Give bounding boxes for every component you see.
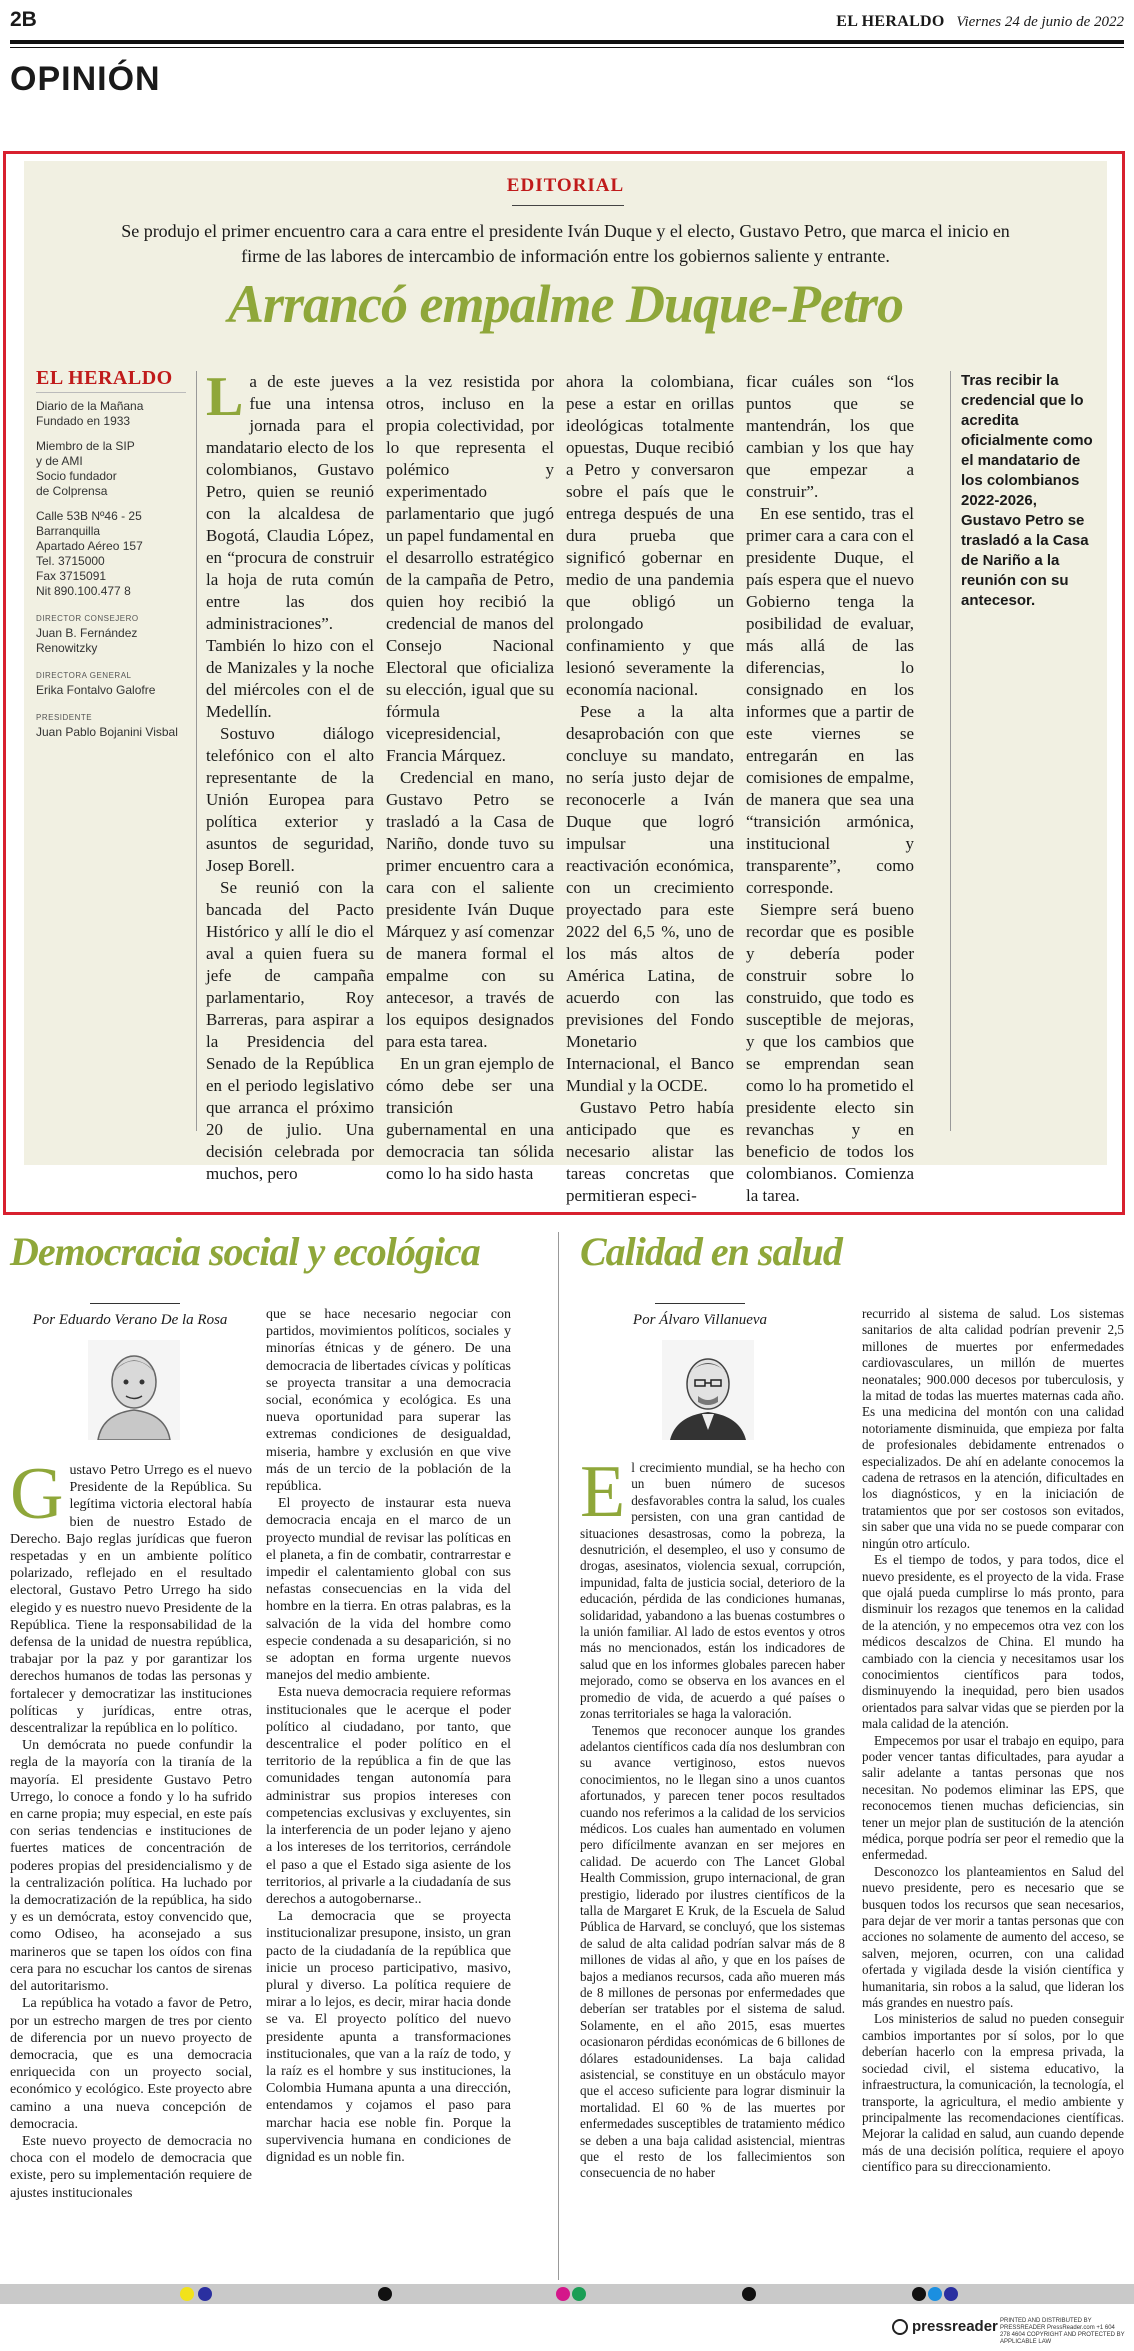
registration-mark [944, 2287, 958, 2301]
opinion-paragraph: Desconozco los planteamientos en Salud del nuevo presidente, pero es necesario que se busquen todos los recursos que sean necesarios, para dejar de ver morir a tantas personas que con acciones no solamente de aumento del acceso, se salven, mejoren, ocurren, con una calidad ofertada y vigilada desde la visión científica y humanitaria, sin robos a la salud, que lideran los más grandes en nuestro país. [862, 1863, 1124, 2011]
opinion-paragraph: Los ministerios de salud no pueden conseguir cambios importantes por sí solos, por lo que deberían hacerlo con la empresa privada, la sociedad civil, el sistema educativo, la infraestructura, la comunicación, la tecnología, el transporte, la agricultura, el medio ambiente y principalmente las recomendaciones científicas. Mejorar la calidad en salud, aun cuando depende más de una decisión política, requiere el apoyo científico para su direccionamiento. [862, 2011, 1124, 2175]
column-separator [558, 1232, 559, 2280]
editorial-paragraph: a de este jueves fue una intensa jornada para el mandatario electo de los colombianos, Gustavo Petro, quien se reunió con la alcaldesa de Bogotá, Claudia López, en “procura de construir la hoja de ruta común entre las dos administraciones”. También lo hizo con el de Manizales y la noche del miércoles con el de Medellín. [206, 372, 374, 721]
editorial-paragraph: a la vez resistida por otros, incluso en la propia colectividad, por lo que representa el polémico y experimentado parlamentario que jugó un papel fundamental en el desarrollo estratégico de la campaña de Petro, quien hoy recibió la credencial de manos del Consejo Nacional Electoral que oficializa su elección, igual que su fórmula vicepresidencial, Francia Márquez. [386, 372, 554, 765]
header-rule-thin [10, 47, 1124, 48]
masthead-address: Barranquilla [36, 524, 101, 538]
opinion-right-column-2 [862, 1306, 1124, 2176]
column-headline-left: Democracia social y ecológica [10, 1229, 480, 1274]
opinion-paragraph: Tenemos que reconocer aunque los grandes adelantos científicos cada día nos deslumbran con su avance vertiginoso, estos nuevos conocimientos, no le llegan sino a unos cuantos afortunados, y parecen tener pocos resultados cuando nos referimos a la calidad de los servicios médicos. Los cuales han aumentado en volumen pero difícilmente avanzan en ser mejores en calidad. De acuerdo con The Lancet Global Health Commission, grupo internacional, de gran prestigio, liderado por ilustres científicos de la talla de Margaret E Kruk, de la Escuela de Salud Pública de Harvard, se concluyó, que los sistemas de salud de alta calidad podrían salvar más de 8 millones de vidas al año, y que en los países de bajos a medianos recursos, cada año mueren más de 8 millones de personas por enfermedades que deberían ser tratables por el sistema de salud. Solamente, en el año 2015, esas muertes ocasionaron pérdidas económicas de 6 billones de dólares estadounidenses. La baja calidad asistencial, se constituye en un obstáculo mayor que el acceso suficiente para lograr disminuir la mortalidad. El 60 % de las muertes por enfermedades susceptibles de tratamiento médico se deben a una baja calidad asistencial, mientras que el resto de los fallecimientos son consecuencia de no haber [580, 1722, 845, 2181]
opinion-paragraph: ustavo Petro Urrego es el nuevo Presidente de la República. Su legítima victoria electoral había bien de nuestro Estado de Derecho. Bajo reglas jurídicas que fueron respetadas y en un ambiente político polarizado, reflejado en el resultado electoral, Gustavo Petro Urrego ha sido elegido y es nuestro nuevo Presidente de la República. Tiene la responsabilidad de la defensa de la unidad de nuestra república, trabajar por la paz y por garantizar los derechos humanos de todas las personas y fortalecer y democratizar las instituciones políticas y jurídicas, entre otras, descentralizar la república en lo político. [10, 1463, 252, 1737]
editorial-paragraph: En ese sentido, tras el primer cara a cara con el presidente Duque, el país espera que el nuevo Gobierno tenga la posibilidad de evaluar, más allá de las diferencias, lo consignado en los informes que a partir de este viernes se entregarán en las comisiones de empalme, de manera que sea una “transición armónica, institucional y transparente”, como corresponde. [746, 504, 914, 897]
masthead-name: Erika Fontalvo Galofre [36, 683, 156, 697]
masthead-line: Miembro de la SIP [36, 439, 135, 453]
opinion-paragraph: La república ha votado a favor de Petro, por un estrecho margen de tres por ciento de diferencia por un nuevo proyecto de democracia, que es una democracia enriquecida con un proyecto social, económico y ecológico. Este proyecto abre camino a una nueva concepción de democracia. [10, 1996, 252, 2132]
editorial-headline: Arrancó empalme Duque-Petro [228, 274, 903, 334]
editorial-paragraph: Siempre será bueno recordar que es posible y debería poder construir sobre lo construido, que todo es susceptible de mejoras, y que los cambios que se emprendan sean como lo ha prometido el presidente electo sin revanchas y en beneficio de todos los colombianos. Comienza la tarea. [746, 900, 914, 1205]
registration-mark [572, 2287, 586, 2301]
portrait-image [88, 1340, 180, 1440]
editorial-box [24, 161, 1107, 1205]
byline-rule [90, 1303, 180, 1304]
opinion-paragraph: Esta nueva democracia requiere reformas institucionales que le acerque el poder político al ciudadano, por tanto, que descentralice el poder político en el territorio de la república a fin de que las comunidades tengan autonomía para administrar sus propios intereses con competencias exclusivas y excluyentes, sin la interferencia de un poder lejano y ajeno a los intereses de los territorios, cerrándole el paso a que el Estado siga asiente de los territorios, al privarle a la ciudadanía de sus derechos a autogobernarse.. [266, 1685, 511, 1907]
page-header [10, 8, 1124, 34]
pressreader-icon [892, 2319, 908, 2335]
issue-date: Viernes 24 de junio de 2022 [956, 14, 1124, 30]
editorial-column-2 [386, 371, 554, 1185]
masthead-rule [36, 392, 186, 393]
opinion-paragraph: Empecemos por usar el trabajo en equipo, para poder vencer tantas dificultades, para ayudar a salir adelante a tantas personas que nos necesitan. No podemos eliminar las EPS, que reconocemos tienen muchas deficiencias, sin tener un mejor plan de sustitución de la atención médica, porque podría ser peor el remedio que la enfermedad. [862, 1732, 1124, 1863]
byline-rule [655, 1303, 745, 1304]
opinion-paragraph: Este nuevo proyecto de democracia no choca con el modelo de democracia que existe, pero su implementación requiere de ajustes institucionales [10, 2133, 252, 2201]
byline-left: Por Eduardo Verano De la Rosa [32, 1312, 228, 1328]
editorial-paragraph: En un gran ejemplo de cómo debe ser una transición gubernamental en una democracia tan sólida como lo ha sido hasta [386, 1054, 554, 1183]
editorial-sidebar-quote: Tras recibir la credencial que lo acredita oficialmente como el mandatario de los colombianos 2022-2026, Gustavo Petro se trasladó a la Casa de Nariño a la reunión con su antecesor. [961, 372, 1093, 609]
editorial-paragraph: Credencial en mano, Gustavo Petro se trasladó a la Casa de Nariño, donde tuvo su primer encuentro cara a cara con el saliente presidente Iván Duque Márquez y así comenzar de manera formal el empalme con su antecesor, a través de los equipos designados para esta tarea. [386, 768, 554, 1051]
editorial-lead: Se produjo el primer encuentro cara a cara entre el presidente Iván Duque y el electo, Gustavo Petro, que marca el inicio en firme de las labores de intercambio de información entre los gobiernos saliente y entrante. [121, 221, 1010, 266]
column-headline-right: Calidad en salud [580, 1229, 842, 1274]
opinion-paragraph: l crecimiento mundial, se ha hecho con un buen número de sucesos desfavorables contra la salud, los cuales persisten, con una gran cantidad de situaciones desastrosas, como la pobreza, la desnutrición, el desempleo, el uso y consumo de drogas, asesinatos, violencia sexual, corrupción, impunidad, falta de justicia social, deterioro de la educación, pérdida de las condiciones humanas, solidaridad, yabandono a las buenas costumbres o la unión familiar. Al lado de estos eventos y otros más no mencionados, están los indicadores de salud que en los informes globales parecen haber mejorado, como se observa en los avances en el promedio de vida, de acuerdo a qué países o zonas territoriales se haga la valoración. [580, 1460, 845, 1722]
opinion-right-column-1 [580, 1451, 845, 2182]
editorial-column-3 [566, 371, 734, 1207]
registration-mark [180, 2287, 194, 2301]
masthead-role: PRESIDENTE [36, 713, 93, 722]
editorial-paragraph: Pese a la alta desaprobación con que concluye su mandato, no sería justo dejar de reconocerle a Iván Duque que logró impulsar una reactivación económica, con un crecimiento proyectado para este 2022 del 6,5 %, uno de los más altos de América Latina, de acuerdo con las previsiones del Fondo Monetario Internacional, el Banco Mundial y la OCDE. [566, 702, 734, 1095]
registration-mark [556, 2287, 570, 2301]
opinion-left-column-2 [266, 1306, 511, 2166]
opinion-paragraph: La democracia que se proyecta institucionalizar presupone, insisto, un gran pacto de la ciudadanía de la república que inicie un proceso participativo, masivo, plural y diverso. La política requiere de mirar a lo lejos, es decir, mirar hacia donde se va. El proyecto político del nuevo presidente apunta a transformaciones institucionales, que van a la raíz de todo, y la raíz es el hombre y sus instituciones, la Colombia Humana apunta a una dirección, entendamos y cojamos el paso para marchar hacia ese noble fin. Porque la supervivencia humana en condiciones de dignidad es un noble fin. [266, 1909, 511, 2165]
pressreader-label: pressreader [912, 2318, 998, 2335]
registration-mark [378, 2287, 392, 2301]
dropcap: G [10, 1453, 64, 1535]
masthead-line: de Colprensa [36, 484, 108, 498]
header-rule [10, 40, 1124, 44]
section-title: OPINIÓN [10, 60, 161, 98]
editorial-paragraph: Sostuvo diálogo telefónico con el alto representante de la Unión Europea para política exterior y asuntos de seguridad, Josep Borell. [206, 724, 374, 875]
masthead-role: DIRECTORA GENERAL [36, 671, 132, 680]
masthead-address: Tel. 3715000 [36, 554, 105, 568]
masthead-address: Apartado Aéreo 157 [36, 539, 143, 553]
masthead-name: Juan Pablo Bojanini Visbal [36, 725, 178, 739]
editorial-column-1 [206, 366, 374, 1185]
editorial-paragraph: ficar cuáles son “los puntos que se mantendrán, los que cambian y los que hay que empezar a construir”. [746, 372, 914, 501]
pressreader-logo [892, 2318, 998, 2335]
editorial-paragraph: Gustavo Petro había anticipado que es necesario alistar las tareas concretas que permitieran especi- [566, 1098, 734, 1205]
registration-mark [928, 2287, 942, 2301]
portrait-image [662, 1340, 754, 1440]
masthead-line: Socio fundador [36, 469, 117, 483]
author-portrait-right [662, 1340, 754, 1440]
masthead-name: Juan B. Fernández Renowitzky [36, 626, 138, 655]
masthead-address: Calle 53B Nº46 - 25 [36, 509, 142, 523]
opinion-paragraph: recurrido al sistema de salud. Los sistemas sanitarios de alta calidad podrían prevenir 2,5 millones de muertes por enfermedades cardiovasculares, un millón de muertes neonatales; 900.000 decesos por tuberculosis, y la mitad de todas las muertes maternas cada año. Es una medicina del montón con una calidad notoriamente disminuida, que empieza por falta de profesionales debidamente entrenados o especializados. De ahí en adelante conocemos la cadena de retrasos en la atención, dificultades en los diagnósticos, y en la iniciación de tratamientos que por ser costosos son evitados, sin saber que una vida no se puede comparar con ningún otro artículo. [862, 1306, 1124, 1551]
registration-mark [198, 2287, 212, 2301]
editorial-kicker: EDITORIAL [506, 175, 625, 196]
masthead-role: DIRECTOR CONSEJERO [36, 614, 139, 623]
masthead-line: Fundado en 1933 [36, 414, 131, 428]
registration-mark [912, 2287, 926, 2301]
header-right [836, 13, 1124, 31]
kicker-rule [512, 205, 624, 206]
opinion-paragraph: El proyecto de instaurar esta nueva democracia encaja en el marco de un proyecto mundial de revisar las políticas en el planeta, a fin de combatir, contrarrestar e impedir el calentamiento global con sus nefastas consecuencias en la vida del hombre en la tierra. En otras palabras, es la salvación de la vida del hombre como especie condenada a su desaparición, si no se adoptan en forma urgente nuevos manejos del medio ambiente. [266, 1496, 511, 1684]
editorial-column-4 [746, 371, 914, 1207]
masthead-logo: EL HERALDO [36, 367, 173, 389]
editorial-paragraph: Se reunió con la bancada del Pacto Histórico y allí le dio el aval a quien fuera su jefe de campaña parlamentario, Roy Barreras, para aspirar a la Presidencia del Senado de la República en el periodo legislativo que arranca el próximo 20 de julio. Una decisión celebrada por muchos, pero [206, 878, 374, 1183]
masthead-address: Fax 3715091 [36, 569, 107, 583]
author-portrait-left [88, 1340, 180, 1440]
editorial-paragraph: ahora la colombiana, pese a estar en orillas ideológicas totalmente opuestas, Duque recibió a Petro y conversaron sobre el país que le entrega después de una dura prueba que significó gobernar en medio de una pandemia que obligó un prolongado confinamiento y que lesionó severamente la economía nacional. [566, 372, 734, 699]
dropcap: L [206, 366, 244, 428]
byline-right: Por Álvaro Villanueva [632, 1312, 768, 1328]
opinion-paragraph: que se hace necesario negociar con partidos, movimientos políticos, sociales y minorías étnicas y de género. De una democracia de libertades cívicas y políticas se proyecta transitar a una democracia social, económica y ecológica. Es una nueva oportunidad para superar las extremas condiciones de desigualdad, miseria, hambre y exclusión en que vive más de un tercio de la población de la república. [266, 1307, 511, 1495]
registration-mark [742, 2287, 756, 2301]
dropcap: E [580, 1451, 626, 1533]
page-number: 2B [10, 8, 37, 31]
column-divider [196, 371, 197, 1131]
column-divider [950, 371, 951, 1131]
masthead-line: Diario de la Mañana [36, 399, 144, 413]
paper-name: EL HERALDO [836, 13, 945, 30]
opinion-paragraph: Un demócrata no puede confundir la regla de la mayoría con la tiranía de la mayoría. El presidente Gustavo Petro Urrego, lo conoce a fondo y lo ha sufrido en carne propia; muy especial, en este país con serias tendencias e instituciones de fuertes matices de concentración de poderes propias del presidencialismo y de la centralización política. Ha luchado por la democratización de la república, ha sido y es un demócrata, estoy convencido que, como Odiseo, ha aconsejado a sus marineros que se tapen los oídos con fina cera para no escuchar los cantos de sirenas del autoritarismo. [10, 1738, 252, 1995]
pressreader-small-print: PRINTED AND DISTRIBUTED BY PRESSREADER PressReader.com +1 604 278 4604 COPYRIGHT AND PROTECTED BY APPLICABLE LAW [1000, 2318, 1125, 2345]
opinion-paragraph: Es el tiempo de todos, y para todos, dice el nuevo presidente, es el proyecto de la vida. Frase que ojalá pueda cumplirse lo más pronto, para disminuir los rezagos que tenemos en la calidad de la atención, y no empecemos otra vez con los médicos descalzos de China. El mundo ha cambiado con la ciencia y necesitamos usar los conocimientos científicos para todos, disminuyendo la inequidad, pero bien usados orientados para salvar vidas que se pierden por la mala calidad de la atención. [862, 1552, 1124, 1732]
masthead [36, 367, 186, 740]
opinion-left-column-1 [10, 1453, 252, 2202]
masthead-line: y de AMI [36, 454, 83, 468]
masthead-address: Nit 890.100.477 8 [36, 584, 131, 598]
